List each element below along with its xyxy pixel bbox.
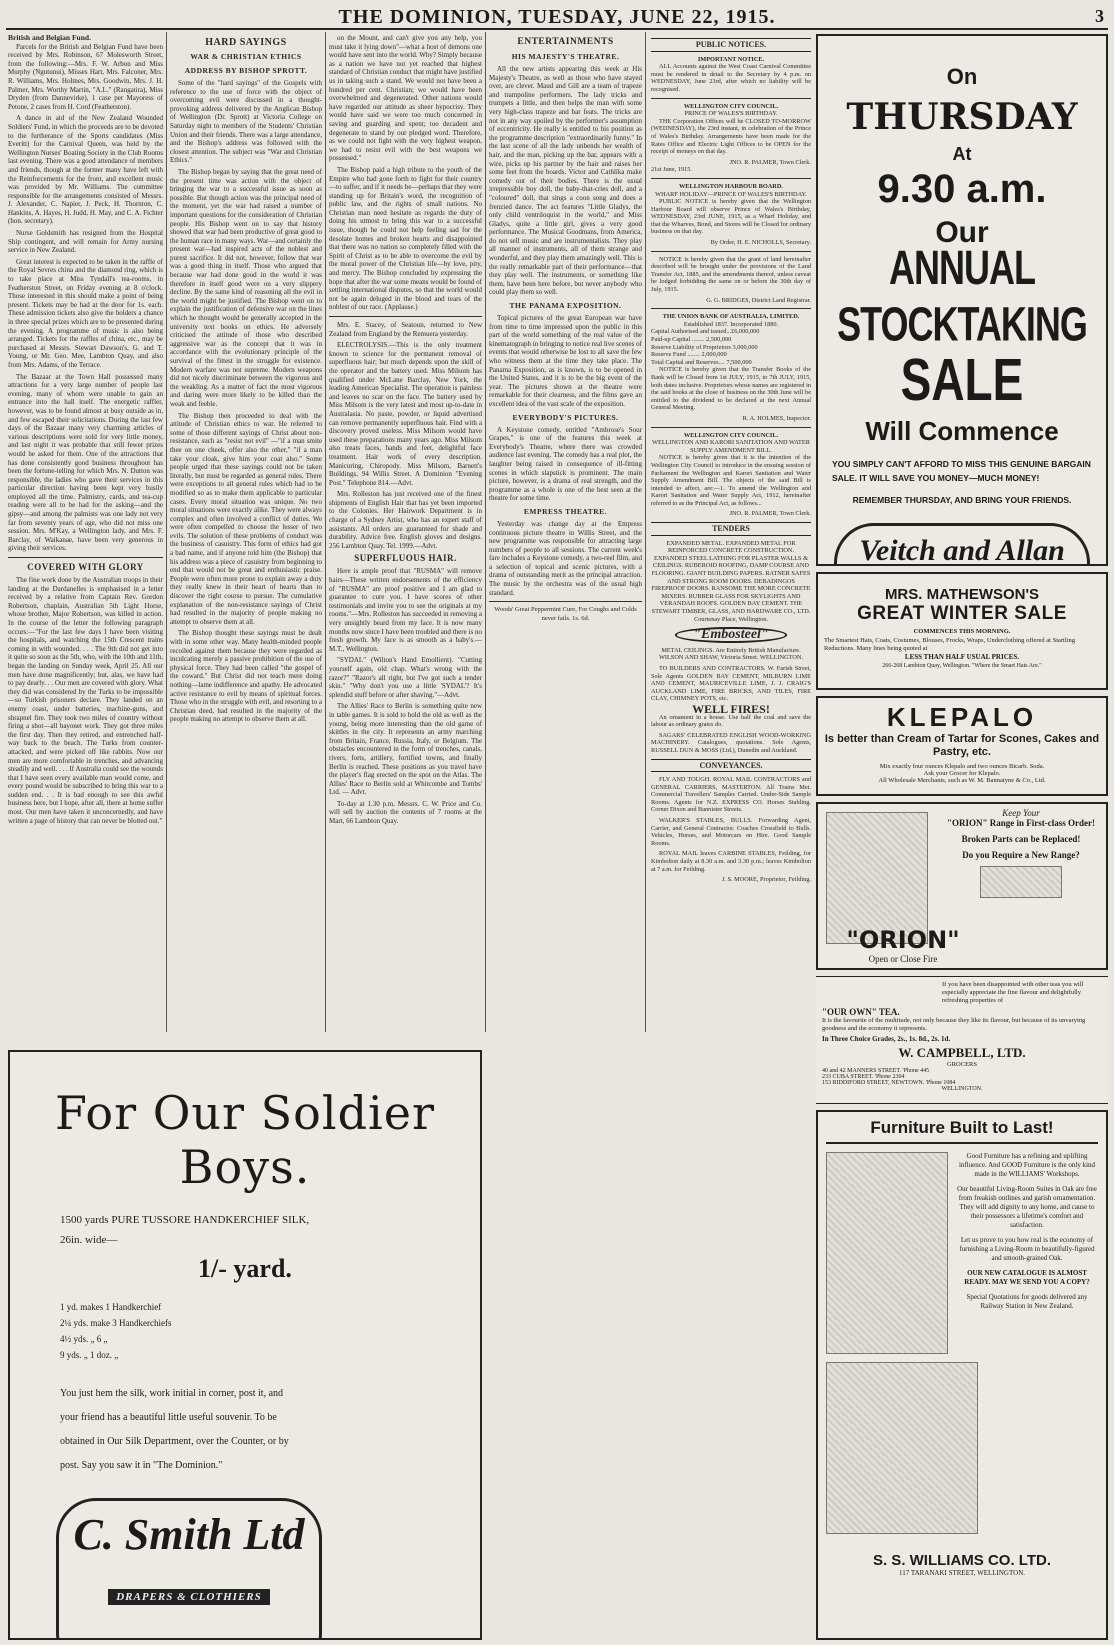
ad-subtitle: COMMENCES THIS MORNING.	[913, 628, 1011, 635]
stocktaking-advert	[816, 34, 1108, 566]
conveyance-text: WALKER'S STABLES, BULLS. Forwarding Agent, Carrier, and General Contractor. Coaches Crossfield to Bulls. Vehicles, Horses, and Motorcars on Hire. Good Sample Rooms.	[651, 817, 811, 847]
divider	[329, 316, 482, 317]
article-paragraph: A dance in aid of the New Zealand Wounded Soldiers' Fund, in which the proceeds are to be devoted to the furtherance of the Sports candidates (Miss Everitt) for the Carnival Queen, was held by the Wellington Nurses' Boating Society in the Club Rooms last evening. There was a good attendance of members and friends, though at the former many have left with the Reinforcements for the front, and excellent music was provided by Mr. Williams. The committee responsible for the arrangements consisted of Messrs. J. Alexander, C. Napier, J. Peck, H. Thornton, C. Hankins, A. Hayes, H. Judd, H. May, and C. A. Fichter (hon. secretary).	[8, 114, 163, 226]
ad-title: For Our Soldier Boys.	[55, 1086, 435, 1194]
ad-body: YOU SIMPLY CAN'T AFFORD TO MISS THIS GENUINE BARGAIN SALE. IT WILL SAVE YOU MONEY—MUCH MONEY!	[832, 459, 1091, 483]
range-illustration	[980, 866, 1062, 898]
mathewson-advert	[816, 572, 1108, 690]
embosteel-logo: "Embosteel"	[675, 627, 786, 643]
column-1	[8, 34, 163, 1042]
article-paragraph: The Bishop then proceeded to deal with the attitude of Christian ethics to war. He referred to some of those different sayings of Christ about non-resistance, such as "resist not evil" —"if a man smite thee on one cheek, offer also the other," "if a man take your cloak, give him your coat also." Some people urged that these sayings could not be taken literally, but must be regarded as general rules. There were exceptions to all general rules which had to be modified so as to make them applicable to particular cases. Every moral situation was unique. No two moral situations were exactly alike. They were always complex and often involved a conflict of duties. We were often compelled to choose the lesser of two evils. The solution of these problems of conduct was the business of casuistry. This form of ethics had got a bad name, and if anyone told him (the Bishop) that his address was a piece of casuistry from beginning to end that would not be great and enthusiastic praise. People were often more prone to explain away a duty they really knew in their heart of hearts than to discover the right course to pursue. The cumulative explanation of the non-resistance sayings of Christ had resulted in the majority of people making no attempt to observe them at all.	[170, 411, 322, 626]
klepalo-advert	[816, 696, 1108, 796]
article-byline: ADDRESS BY BISHOP SPROTT.	[184, 66, 308, 75]
article-paragraph: The Bishop thought these sayings must be dealt with in some other way. Many health-minded people recoiled against them because they were regarded as inculcating merely a passive prohibition of the use of physical force. They had been called "the gospel of the coward." But Christ did not teach mere doing nothing—lame indifference and apathy. He advocated active resistance to evil by means of spiritual forces. Those who in the struggle with evil, and resorting to a Christian deed, had resulted in the majority of the people making no attempt to observe them at all.	[170, 629, 322, 724]
bank-established: Established 1837. Incorporated 1880.	[683, 320, 779, 328]
ad-body: Let us prove to you how real is the economy of furnishing a Living-Room in beautifully-figured and smooth-grained Oak.	[959, 1236, 1095, 1262]
furniture-illustration	[826, 1362, 978, 1534]
article-paragraph: Mrs. E. Stacey, of Seatoun, returned to New Zealand from England by the Remuera yesterday.	[329, 321, 482, 338]
ad-body: Good Furniture has a refining and uplifting influence. And GOOD Furniture is the only kind made in the WILLIAMS' Workshops.	[958, 1152, 1096, 1178]
notice-heading: WELLINGTON HARBOUR BOARD.	[679, 182, 783, 190]
logo-band: DRAPERS & CLOTHIERS	[108, 1589, 270, 1605]
article-paragraph: Great interest is expected to be taken in the raffle of the Royal Sevres china and the diamond ring, which is to take place at Miss Tyndall's tea-rooms, in Featherston Street, on Friday evening at 8 o'clock. Those interested in this should make a point of being present. Tickets may be had at the door for 1s. each. These admission tickets also give the holders a chance in three special prizes which are to be presented during the evening. A programme of music is also being arranged. Tickets for the raffles of china, etc., may be purchased at Messrs. Stewart Dawson's, G. and T. Young, or Mr. Geo. Mee, Lambton Quay, and also from Mrs. Adams, of the Terrace.	[8, 257, 163, 369]
soldier-boys-advert	[8, 1050, 482, 1640]
section-heading: PUBLIC NOTICES.	[651, 38, 811, 52]
divider	[8, 557, 163, 558]
divider	[651, 178, 811, 179]
tender-text: TO BUILDERS AND CONTRACTORS. W. Farish Street, Sole Agents GOLDEN BAY CEMENT, MILBURN LIME AND CEMENT, MAURICEVILLE LIME, J. J. CRAIG'S AUCKLAND LIME, FIRE BRICKS, AND TILES, FIRE CLAY, CHIMNEY POTS, etc.	[651, 664, 811, 703]
tender-text: SAGARS' CELEBRATED ENGLISH WOOD-WORKING MACHINERY. Catalogues, quotations. Sole Agents, RUSSELL DUN & MOSS (Ltd.), Dunedin and Auckland.	[651, 731, 811, 754]
article-paragraph: Parcels for the British and Belgian Fund have been received by Mrs. Robinson, 67 Molesworth Street, from the following:—Mrs. F. W. Arbon and Miss Murphy (Ngutunui), Misses Hart, Mrs. Falconer, Mrs. R. Williams, Mrs. Holmes, Mrs. Goodwin, Mrs. J. H. Palmer, Mrs. Worthy Martin, "A.L." (Rangatira), Miss Dryden (from Dannevirke), 1 case per Mayoress of Petone, 2 cases from H. Cord (Featherston).	[8, 42, 163, 111]
notice-signature: R. A. HOLMES, Inspector.	[742, 414, 811, 422]
ad-text-sale: SALE	[900, 345, 1024, 413]
ad-title: MRS. MATHEWSON'S	[884, 586, 1040, 603]
ad-firm: W. CAMPBELL, LTD.	[898, 1045, 1026, 1060]
ad-highlight: LESS THAN HALF USUAL PRICES.	[904, 653, 1020, 661]
ad-text: Keep Your	[1002, 808, 1040, 818]
bank-capital-line: Reserve Fund ........ 2,000,000	[651, 351, 727, 359]
ad-text-our: Our	[935, 216, 989, 249]
ad-text: Do you Require a New Range?	[962, 850, 1080, 860]
ad-body: All Wholesale Merchants, such as W. M. Bannatyne & Co., Ltd.	[878, 777, 1046, 784]
article-paragraph: Topical pictures of the great European war have from time to time impressed upon the public in this part of the world something of the real value of the kinematograph in bringing to notice real live scenes of events that would otherwise be lost to all save the few who witness them at the time they take place. The Panama Exposition, as is known, is to be opened in the United States, and it is to be the big event of the year. The pictures shown at the theatre were remarkable for their clearness, and the films gave an excellent idea of the vast scale of the exposition.	[489, 314, 642, 408]
article-paragraph: "SYDAL" (Wilton's Hand Emollient). "Cutting yourself again, old chap. What's wrong with the razor?" "Razor's all right, but I've got such a tender skin." "Why don't you use a little 'SYDAL'? It's splendid stuff before or after shaving."—Advt.	[329, 656, 482, 699]
ad-remember: REMEMBER THURSDAY, AND BRING YOUR FRIENDS.	[852, 495, 1072, 505]
column-2	[170, 34, 322, 1042]
furniture-advert	[816, 1110, 1108, 1640]
notice-heading: PRINCE OF WALES'S BIRTHDAY.	[684, 110, 778, 118]
ad-intro: If you have been disappointed with other teas you will especially appreciate the fine flavour and delightfully refreshing properties of	[942, 981, 1084, 1004]
article-heading: EMPRESS THEATRE.	[523, 506, 608, 516]
ad-price: 1/- yard.	[198, 1254, 292, 1283]
notice-text: NOTICE is hereby given that the grant of land hereinafter described will be brought under the provisions of the Land Transfer Act, 1885, and the amendments thereof, unless caveat be lodged forbidding the same on or before the 30th day of July, 1915.	[651, 255, 811, 294]
notice-heading: WHARF HOLIDAY—PRINCE OF WALES'S BIRTHDAY.	[655, 190, 807, 198]
notice-text: NOTICE is hereby given that the Transfer Books of the Bank will be Closed from 1st JULY, 1915, to 7th JULY, 1915, both dates inclusive. Proprietors whose names are registered in the said books at the close of business on the 30th June will be entitled to the dividend to be declared at the next Annual General Meeting.	[651, 366, 811, 412]
notice-heading: WELLINGTON AND KARORI SANITATION AND WATER SUPPLY AMENDMENT BILL.	[652, 439, 810, 454]
page-number: 3	[1095, 6, 1104, 26]
quantity-line: 4½ yds. „ 6 „	[60, 1334, 108, 1344]
article-paragraph: Nurse Goldsmith has resigned from the Hospital Ship contingent, and will remain for Army nursing service in New Zealand.	[8, 229, 163, 255]
ad-text-will-commence: Will Commence	[865, 416, 1059, 446]
ad-body: Ask your Grocer for Klepalo.	[923, 770, 1001, 777]
c-smith-logo	[56, 1498, 322, 1640]
ad-subtitle: GROCERS	[947, 1061, 977, 1068]
divider	[651, 308, 811, 309]
logo-script: Veitch and Allan	[859, 534, 1065, 566]
column-3	[329, 34, 482, 1042]
column-rule	[325, 32, 326, 1032]
ad-body: your friend has a beautiful little useful souvenir. To be	[60, 1412, 277, 1423]
orion-range-advert	[816, 802, 1108, 970]
ad-body: obtained in Our Silk Department, over the Counter, or by	[60, 1436, 289, 1447]
tender-text: EXPANDED METAL. EXPANDED METAL FOR REINFORCED CONCRETE CONSTRUCTION. EXPANDED STEEL LATHING FOR PLASTER WALLS & CEILINGS. RUBEROID ROOFING, DAMP COURSE AND FLOORING. GIANT BUILDING PAPERS. RATNER SAFES AND STRONG ROOM DOORS. DEBADINGOS FIREPROOF DOORS. RANSOME THE MORE CONCRETE MIXERS. RUBBER GLASS FOR SKYLIGHTS AND VERANDAH ROOFS. GOLDEN BAY CEMENT. THE STEWART TIMBER, GLASS, AND HARDWARE CO., LTD. Courtenay Place, Wellington.	[651, 539, 811, 623]
article-heading: HIS MAJESTY'S THEATRE.	[511, 52, 620, 61]
article-paragraph: Yesterday was change day at the Empress continuous picture theatre in Willis Street, and the new programme was responsible for attracting large numbers of people to all sessions. The current week's fare includes a Keystone comedy, a two-reel film, and a selection of topical and scenic pictures, with a drama of outstanding merit as the principal attraction. The music by the orchestra was of the usual high standard.	[489, 519, 642, 597]
ad-text-thursday: THURSDAY	[846, 96, 1078, 138]
article-paragraph: on the Mount, and can't give you any help, you must take it lying down"—what a host of demons one would have sent into the world. Why? Simply because as a nation we have not yet reached that highest standard of Christian conduct that might have justified us in taking such a stand. We would not have been a hundred per cent. Christian; we would have been overwhelmed and degenerated. Other nations would have regarded our attitude as sheer hypocrisy. They would have said we were too much concerned in saving and guarding and spent; too decadent and degenerate to stand by our pledged word. Therefore, as we could not fight with the very highest weapon, we had to resist evil with the best weapons we possessed."	[329, 34, 482, 163]
column-rule	[645, 32, 646, 1032]
ad-text: Open or Close Fire	[868, 954, 938, 964]
masthead	[6, 4, 1108, 30]
ad-line: 1500 yards PURE TUSSORE HANDKERCHIEF SILK,	[60, 1214, 310, 1226]
article-heading: SUPERFLUOUS HAIR.	[354, 553, 457, 564]
bank-capital-line: Capital Authorised and issued...£6,000,000	[651, 328, 760, 336]
article-paragraph: The Bishop began by saying that the great need of the present time was action with the object of bringing the war to a successful issue as soon as possible. But though action was the principal need of the moment, yet the war had raised a number of important questions for the consideration of Christian people. His Bishop went on to say that history showed that war had been productive of great good to the human race in many ways. War—and certainly the present war—had inspired acts of the noblest and purest sacrifice. It did not, however, follow that war was a good thing in itself. Those who argued that because war had done good in the world it was therefore in itself good were on a very slippery decline. By the same kind of reasoning all the evil in the world might be justified. The Bishop went on to explain the justification of defensive war on the lines which he thought would be generally accepted in the university text books on ethics. He adversely criticised the attitude of those who described aggressive war as the concept that it was in accordance with the evolutionary principle of the survival of the fittest in the struggle for existence. Modern warfare was not supreme. Modern weapons did not nicely discriminate between the vigorous and the weakling. As a matter of fact the most vigorous and daring were more likely to be killed than the weak and feeble.	[170, 167, 322, 408]
conveyance-text: FLY AND TOUGH. ROYAL MAIL CONTRACTORS and GENERAL CARRIERS, MASTERTON. All Trains Met. Commercial Travellers' Samples Carried. Under-Side Sample Rooms. Agents for N.Z. EXPRESS CO. Horses Stabling. Corner Dixon and Bannister Streets.	[651, 776, 811, 814]
article-paragraph: Mrs. Rolleston has just received one of the finest shipments of English Hair that has yet been imported to the Colonies. Her Hairwork Department is in charge of a Sydney Artist, who has an expert staff of assistants. All orders are guaranteed for shade and durability. Advice free. English gloves and designs. 256 Lambton Quay. Tel. 1999.—Advt.	[329, 490, 482, 550]
article-paragraph: ELECTROLYSIS.—This is the only treatment known to science for the permanent removal of superfluous hair; but much depends upon the skill of the operator and the battery used. Miss Milsom has qualified under McLane Barclay, New York, the leading American Specialist. The operation is painless and leaves no scar on the face. The battery used by Miss Milsom is the very latest and most up-to-date in Australasia. No paste, powder, or liquid advertised can remove permanently superfluous hair. Find with a discovery proved useless. Miss Milsom would have used these preparations many years ago. Miss Milsom also treats faces, hands and feet, delightful face treatment. Hair work of every description. Manicuring, Chiropody. Miss Milsom, Barnett's Buildings, 94 Willis Street. A Dominion "Evening Post." Telephone 814.—Advt.	[329, 341, 482, 487]
bank-capital-line: Reserve Liability of Proprietors 3,000,000	[651, 343, 758, 351]
notice-text: PUBLIC NOTICE is hereby given that the Wellington Harbour Board will observe Prince of Wales's Birthday, WEDNESDAY, 23rd JUNE, 1915, as a Wharf Holiday, and that the Wharves, Bond, and Stores will be Closed for ordinary business on that day.	[651, 198, 811, 236]
notice-heading: THE UNION BANK OF AUSTRALIA, LIMITED.	[662, 313, 800, 321]
ad-address: 266-268 Lambton Quay, Wellington. "Where the Smart Hats Are."	[882, 663, 1042, 669]
logo-script: C. Smith Ltd	[73, 1510, 305, 1559]
notice-text: ALL Accounts against the West Coast Carnival Committee must be rendered in detail to the Secretary by 4 p.m. on WEDNESDAY, June 23rd, after which no liability will be recognised.	[651, 63, 811, 93]
ad-title: GREAT WINTER SALE	[857, 603, 1067, 624]
divider	[489, 601, 642, 602]
ad-body: OUR NEW CATALOGUE IS ALMOST READY. MAY WE SEND YOU A COPY?	[964, 1269, 1090, 1286]
article-heading: EVERYBODY'S PICTURES.	[512, 412, 619, 422]
ad-body: Special Quotations for goods delivered any Railway Station in New Zealand.	[966, 1293, 1088, 1310]
ad-title: "OUR OWN" TEA.	[822, 1007, 900, 1017]
ad-text-time: 9.30 a.m.	[877, 167, 1047, 211]
furniture-illustration	[826, 1152, 948, 1354]
notice-signature: By Order, H. E. NICHOLLS, Secretary.	[710, 239, 811, 247]
article-paragraph: All the new artists appearing this week at His Majesty's Theatre, as well as those who have stayed over, are clever. Maud and Gill are a team of trapeze and trampoline performers. The lady tricks and trumpets a little, and then helps the man with some very high-class trapeze and bar feats. The tricks are not in any way spoiled by the performer's assumption of eccentricity. He really is entitled to his position as the programme description "extraordinarily funny." In the last scene of all the lady unbends her wealth of hair, and the man, picking up the bar, appears with a wire, picks up his partner by the hair and raises her some feet from the boards. Victor and Cathlika make comedy out of their bodies. There is the usual irrepressible boy doll, the baby-that-cries doll, and a "coloured" doll, that sings a coon song and does a frenzied dance. The act features "Little Gladys, the only child ventriloquist in the world," and Miss Gladys, quite a little girl, gives a very good performance. The Musical Goodmans, from America, do not sell music and are instrumentalists. They play all manner of instruments, all of them strange and wonderful, and they play them amazingly well. This is the really remarkable part of their performance—that they play well. The instruments, or something like them, have been here before, but never anybody who could play them so well.	[489, 65, 642, 297]
ad-address: 233 CUBA STREET. 'Phone 2304	[822, 1074, 905, 1080]
section-heading: TENDERS	[651, 522, 811, 536]
divider	[651, 98, 811, 99]
ad-firm: S. S. WILLIAMS CO. LTD.	[872, 1552, 1052, 1569]
notice-text: THE Corporation Offices will be CLOSED TO-MORROW (WEDNESDAY), the 23rd instant, in celebration of the Prince of Wales's Birthday. Arrangements have been made for the Rates Office and Electric Light Offices to be OPEN for the receipt of moneys on that day.	[651, 117, 811, 156]
article-heading: COVERED WITH GLORY	[27, 562, 144, 573]
bank-capital-line: Paid-up Capital ........ 2,500,000	[651, 336, 732, 343]
ad-address: 117 TARANAKI STREET, WELLINGTON.	[898, 1569, 1025, 1577]
article-paragraph: To-day at 1.30 p.m. Messrs. C. W. Price and Co. will sell by auction the contents of 7 rooms at the Mart, 66 Lambton Quay.	[329, 799, 482, 826]
ad-title: KLEPALO	[886, 702, 1038, 732]
orion-logo: "ORION"	[846, 926, 960, 954]
quantity-line: 2¼ yds. make 3 Handkerchiefs	[60, 1318, 172, 1328]
woman-illustration	[826, 812, 928, 944]
ad-body: The Smartest Hats, Coats, Costumes, Blouses, Frocks, Wraps, Underclothing offered at Startling Reductions. Many lines being quoted at	[824, 637, 1075, 652]
notice-signature: JNO. R. PALMER, Town Clerk.	[729, 510, 811, 518]
section-heading: CONVEYANCES.	[651, 759, 811, 773]
article-paragraph: The Allies' Race to Berlin is something quite new in table games. It is sold to bold the old as well as the young, being more interesting than the old game of skittles in the city. It represents an army marching from Britain, France, Russia, Italy, or Belgium. The obstacles encountered in the form of trenches, canals, rivers, forts, artillery, fortified towns, and finally Berlin is reached. These positions as you travel have the player's flag erected on the spot on the Atlas. The Allies' Race to Berlin sold at Whitcombe and Tombs' Ltd. — Advt.	[329, 702, 482, 797]
notice-heading: WELLINGTON CITY COUNCIL.	[683, 102, 779, 110]
article-paragraph: The Bishop paid a high tribute to the youth of the Empire who had gone forth to fight for their country—to suffer, and if it needs be—perhaps that they were standing up for Britain's word, the recognition of public law, and the rights of small nations. No Christian man need hesitate as regards the duty of doing his utmost to bring this war to a successful issue, though he could not help feeling sad for the desolate homes and broken hearts and disappointed that there was no nation so completely filled with the Spirit of Christ as to be able to overcome the evil by the moral power of the Christian life—by love, pity, and mercy. The Bishop concluded by expressing the hope that after the war some means would be found of settling international disputes, so that the world would not be again deluged in the blood and tears of the noblest of our race. (Applause.)	[329, 165, 482, 312]
notice-heading: IMPORTANT NOTICE.	[697, 55, 765, 63]
divider	[651, 251, 811, 252]
ad-address: 40 and 42 MANNERS STREET. 'Phone 445	[822, 1068, 930, 1074]
article-paragraph: Here is ample proof that "RUSMA" will remove hairs—These written endorsements of the efficiency of "RUSMA" are proof positive and I am glad to guarantee to cure you. I have scores of other testimonials and invite you to see the originals at my rooms."—Mrs. Rolleston has succeeded in removing a very unsightly beard from my face. It is now many months now since I have been troubled and there is no fresh growth. My face is as smooth as a baby's.—M.T., Wellington.	[329, 567, 482, 653]
advert-line: Woods' Great Peppermint Cure, For Coughs and Colds never fails. 1s. 6d.	[494, 606, 637, 622]
notice-signature: J. S. MOORE, Proprietor, Feilding.	[721, 876, 811, 884]
quantity-line: 9 yds. „ 1 doz. „	[60, 1350, 119, 1360]
ad-line: 26in. wide—	[60, 1234, 118, 1246]
notice-signature: G. G. BRIDGES, District Land Registrar.	[706, 296, 811, 304]
ad-body: It is the favourite of the multitude, not only because they like its flavour, but because of its unvarying goodness and the economy it represents.	[822, 1017, 1086, 1032]
article-heading: HARD SAYINGS	[205, 37, 287, 48]
veitch-allan-logo	[834, 523, 1090, 566]
notice-date: 21st June, 1915.	[651, 166, 692, 174]
well-fires-heading: WELL FIRES!	[692, 701, 770, 716]
article-paragraph: The fine work done by the Australian troops in their landing at the Dardanelles is emphasised in a letter received by a relative from Captain Rev. Gordon Robertson, chaplain, Australian 5th Light Horse, whose brother, Major Robertson, was killed in action. In the course of the letter the following paragraph occurs:—"For the last few days I have been visiting the hospitals, and watching the 15th Crescent trains coming in with wounded. . . . The 9th did not get into it quite so soon as the 5th, who, with the 10th and 11th, began the landing on Sunday week, April 25. All our men have done magnificently; but, alas, we have had to pay dearly. . . Our men are covered with glory. What they did was considered by the Turks to be impossible—so Turkish prisoners declare. They landed on an enemy coast, under batteries, machine-guns, and shrapnel fire. They took two miles of country without firing a shot—all bayonet work. They got three miles the first day. Then they retired, and entrenched half-way back to the beach. The Turks from counter-attacked, and were picked off like rabbits. Now our men are more comfortable in trenches, and advancing steadily and well. . . . If Australia could see the wounds that I have seen every available man would come, and every pound would be subscribed to bring this war to a sudden end. . . It is bad enough to see this awful business here, but I hope, after all, there at home suffer most. Our men have taken it unconcernedly, and have written a page of history that can never be blotted out."	[8, 576, 163, 825]
ad-body: Mix exactly four ounces Klepalo and two ounces Bicarb. Soda.	[879, 763, 1045, 770]
tender-text: METAL CEILINGS. Are Entirely British Manufacture. WILSON AND SHAW, Victoria Street. WELLINGTON.	[658, 646, 804, 662]
ad-text: Broken Parts can be Replaced!	[961, 834, 1081, 844]
ad-text: "ORION" Range in First-class Order!	[947, 818, 1095, 828]
article-heading: British and Belgian Fund.	[8, 34, 91, 42]
article-subheading: WAR & CHRISTIAN ETHICS	[190, 52, 302, 61]
public-notices-column	[651, 34, 811, 1642]
ad-address: 153 RIDDIFORD STREET, NEWTOWN. 'Phone 1084	[822, 1080, 956, 1086]
column-4	[489, 34, 642, 1639]
column-rule	[485, 32, 486, 1032]
ad-text-annual: ANNUAL STOCKTAKING	[837, 239, 1087, 352]
tender-text: An ornament in a house. Use half the coal and save the labour as ordinary grates do.	[651, 713, 811, 729]
article-paragraph: Some of the "hard sayings" of the Gospels with reference to the use of force with the object of overcoming evil were discussed in a thought-provoking address delivered by the Anglican Bishop of Wellington (Dr. Sprott) at Victoria College on Saturday night to members of the Students' Christian Union and their friends. There was a large attendance, and the Bishop's address was followed with the closest attention. The subject was "War and Christian Ethics."	[170, 79, 322, 165]
column-rule	[166, 32, 167, 1032]
ad-body: Our beautiful Living-Room Suites in Oak are free from freakish outlines and garish ornamentation. They will add dignity to any home, and cause to their possessors a lifetime's comfort and satisfaction.	[957, 1185, 1097, 1229]
ad-body: You just hem the silk, work initial in corner, post it, and	[60, 1388, 284, 1399]
quantity-line: 1 yd. makes 1 Handkerchief	[60, 1302, 162, 1312]
section-heading: ENTERTAINMENTS	[517, 37, 614, 47]
article-paragraph: A Keystone comedy, entitled "Ambrose's Sour Grapes," is one of the features this week at Everybody's Theatre, where there was crowded audience last evening. The comedy has a real plot, the laughter being raised in consequence of ill-fitting scenes in which slapstick is prominent. The main picture, however, is a drama of real strength, and the programme as a whole is one of the best seen at the theatre for some time.	[489, 425, 642, 503]
divider	[651, 427, 811, 428]
conveyance-text: ROYAL MAIL leaves CARBINE STABLES, Feilding, for Kimbolton daily at 8.30 a.m. and 3.30 p.m.; leaves Kimbolton at 7 a.m. for Feilding.	[651, 850, 811, 873]
bank-capital-line: Total Capital and Reserves.... 7,500,000	[651, 358, 752, 366]
ad-tagline: Is better than Cream of Tartar for Scones, Cakes and Pastry, etc.	[824, 733, 1100, 758]
article-paragraph: The Bazaar at the Town Hall possessed many attractions for a very large number of people last evening, many of whom were unable to gain an entrance into the hall itself. The energetic raffler, however, was to be found almost at busy outside as in, and few escaped their solicitations. During the last few days of the Bazaar many very charming articles of various descriptions were sold for very little money, and last night it was probable that still fewer prizes would be asked for them. One of the attractions that has done consistently good business throughout has been the fortune-telling for which Mrs. N. Dutton was responsible, the ladies who gave their services in this particular direction having been kept very busily employed all the time. Palmistry, cards, and tea-cup reading were all to be had for the asking—and the gipsy—and among the palmists was one lady not very far from seventy years of age, who did not miss one session. Mrs. M'Kay, a Wellington lady, and Mrs. F. Barclay, of Waikanae, have been very generous in giving their services.	[8, 372, 163, 553]
article-heading: THE PANAMA EXPOSITION.	[509, 301, 622, 311]
ad-title: Furniture Built to Last!	[826, 1118, 1098, 1144]
ad-text-at: At	[952, 144, 972, 164]
newspaper-title: THE DOMINION, TUESDAY, JUNE 22, 1915.	[338, 6, 776, 28]
notice-heading: WELLINGTON CITY COUNCIL.	[683, 431, 779, 439]
ad-address: WELLINGTON.	[941, 1086, 983, 1092]
notice-text: NOTICE is hereby given that it is the intention of the Wellington City Council to introduce in the ensuing session of Parliament the Wellington and Karori Sanitation and Water Supply Amendment Bill. The objects of the said Bill is intended to affect, are:—1. To amend the Wellington and Karori Sanitation and Water Supply Act, 1912, hereinafter referred to as the Principal Act, as follows...	[651, 454, 811, 507]
ad-grades: In Three Choice Grades, 2s., 1s. 8d., 2s. 1d.	[822, 1035, 951, 1043]
tea-advert	[816, 976, 1108, 1104]
notice-signature: JNO. R. PALMER, Town Clerk.	[729, 158, 811, 166]
ad-body: post. Say you saw it in "The Dominion."	[60, 1460, 223, 1471]
ad-text-on: On	[946, 64, 978, 89]
